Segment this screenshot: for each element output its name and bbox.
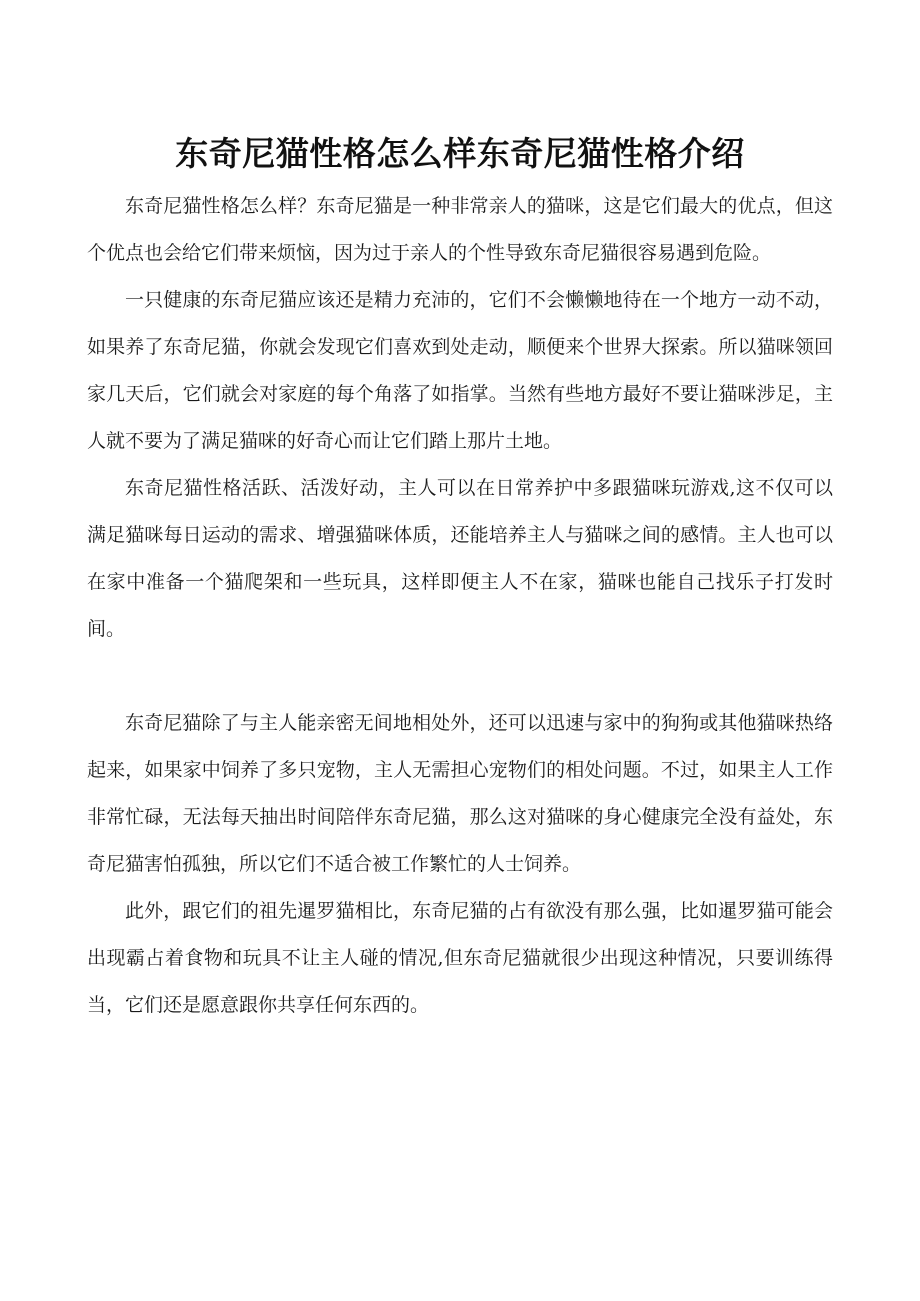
paragraph-3: 东奇尼猫性格活跃、活泼好动，主人可以在日常养护中多跟猫咪玩游戏,这不仅可以满足猫咪每日运动的需求、增强猫咪体质，还能培养主人与猫咪之间的感情。主人也可以在家中准备一个猫爬架和一些玩具，这样即便主人不在家，猫咪也能自己找乐子打发时间。 [87, 477, 833, 640]
document-body [87, 183, 833, 1029]
paragraph-5: 此外，跟它们的祖先暹罗猫相比，东奇尼猫的占有欲没有那么强，比如暹罗猫可能会出现霸占着食物和玩具不让主人碰的情况,但东奇尼猫就很少出现这种情况，只要训练得当，它们还是愿意跟你共享任何东西的。 [87, 900, 833, 1016]
paragraph-2: 一只健康的东奇尼猫应该还是精力充沛的，它们不会懒懒地待在一个地方一动不动，如果养了东奇尼猫，你就会发现它们喜欢到处走动，顺便来个世界大探索。所以猫咪领回家几天后，它们就会对家庭的每个角落了如指掌。当然有些地方最好不要让猫咪涉足，主人就不要为了满足猫咪的好奇心而让它们踏上那片土地。 [87, 289, 833, 452]
document-title: 东奇尼猫性格怎么样东奇尼猫性格介绍 [175, 134, 745, 173]
paragraph-4: 东奇尼猫除了与主人能亲密无间地相处外，还可以迅速与家中的狗狗或其他猫咪热络起来，如果家中饲养了多只宠物，主人无需担心宠物们的相处问题。不过，如果主人工作非常忙碌，无法每天抽出时间陪伴东奇尼猫，那么这对猫咪的身心健康完全没有益处，东奇尼猫害怕孤独，所以它们不适合被工作繁忙的人士饲养。 [87, 712, 833, 875]
paragraph-1: 东奇尼猫性格怎么样？东奇尼猫是一种非常亲人的猫咪，这是它们最大的优点，但这个优点也会给它们带来烦恼，因为过于亲人的个性导致东奇尼猫很容易遇到危险。 [87, 195, 833, 264]
paragraph-spacer [87, 653, 833, 700]
